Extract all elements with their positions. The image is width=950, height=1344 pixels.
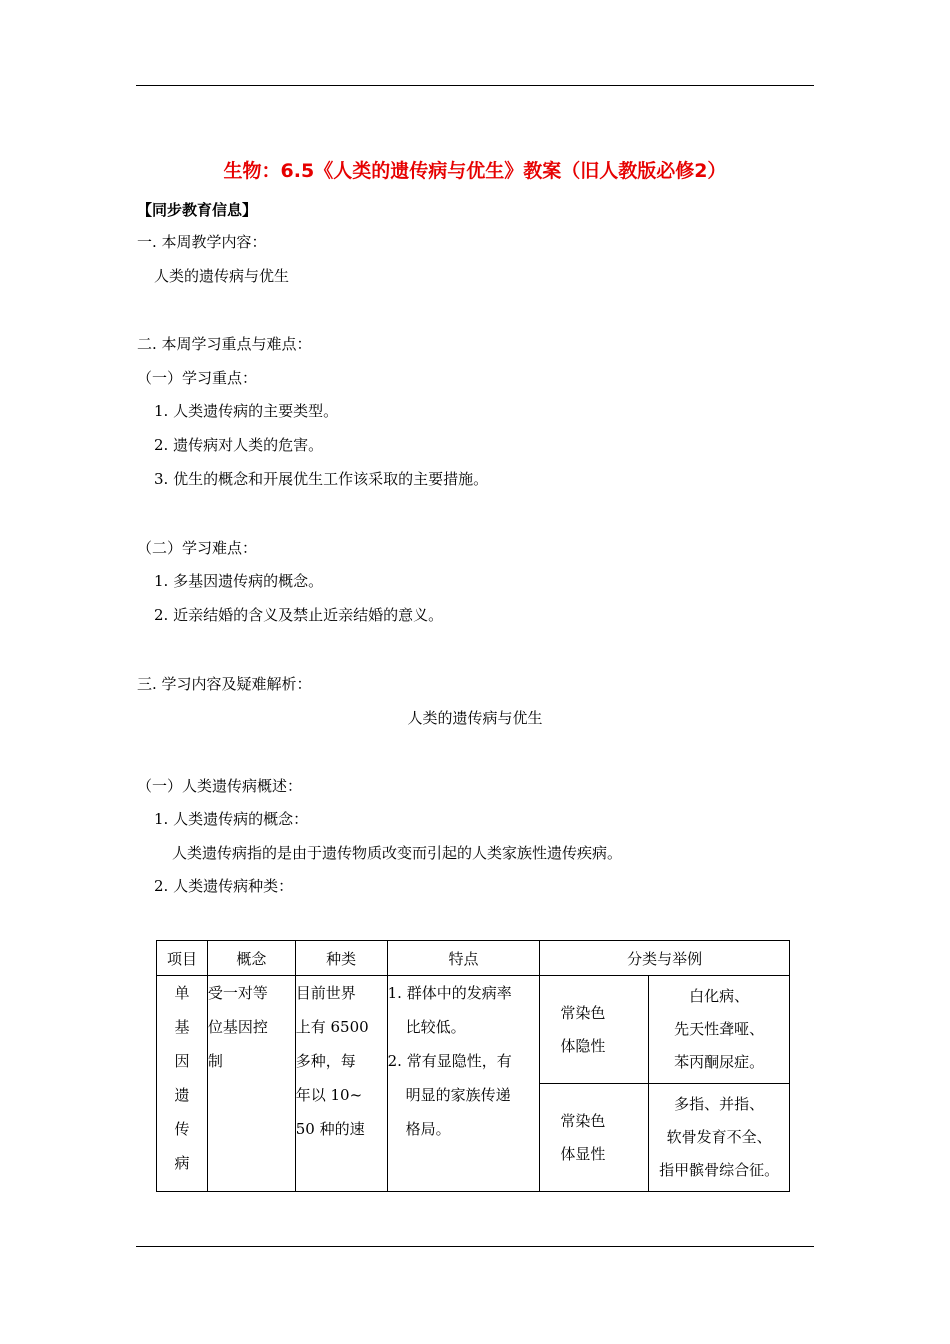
overview-heading: （一）人类遗传病概述： — [137, 777, 303, 795]
focus-heading: （一）学习重点： — [137, 369, 258, 387]
class-name: 常染色 体显性 — [540, 1084, 649, 1192]
class-examples: 白化病、 先天性聋哑、 苯丙酮尿症。 — [649, 976, 789, 1084]
difficulty-item: 1. 多基因遗传病的概念。 — [154, 572, 324, 590]
concept-item: 1. 人类遗传病的概念： — [154, 810, 309, 828]
footer-rule — [136, 1246, 814, 1247]
concept-definition: 人类遗传病指的是由于遗传物质改变而引起的人类家族性遗传疾病。 — [172, 844, 623, 862]
disease-types-table — [156, 940, 790, 1192]
header-item: 项目 — [157, 941, 208, 976]
header-classification: 分类与举例 — [540, 941, 790, 976]
table-row — [540, 976, 789, 1084]
section-1-heading: 一. 本周教学内容： — [137, 233, 267, 251]
focus-item: 2. 遗传病对人类的危害。 — [154, 436, 324, 454]
document-title: 生物：6.5《人类的遗传病与优生》教案（旧人教版必修2） — [223, 160, 727, 182]
classification-cell — [540, 976, 790, 1192]
classification-subtable — [540, 976, 789, 1191]
class-examples: 多指、并指、 软骨发育不全、 指甲髌骨综合征。 — [659, 1095, 780, 1179]
header-rule — [136, 85, 814, 86]
section-3-center-title: 人类的遗传病与优生 — [407, 709, 543, 727]
section-1-content: 人类的遗传病与优生 — [154, 267, 290, 285]
table-row — [157, 976, 790, 1192]
header-features: 特点 — [387, 941, 540, 976]
difficulty-heading: （二）学习难点： — [137, 539, 258, 557]
section-3-heading: 三. 学习内容及疑难解析： — [137, 675, 312, 693]
focus-item: 3. 优生的概念和开展优生工作该采取的主要措施。 — [154, 470, 489, 488]
header-types: 种类 — [295, 941, 387, 976]
table-row — [540, 1084, 789, 1192]
difficulty-item: 2. 近亲结婚的含义及禁止近亲结婚的意义。 — [154, 606, 444, 624]
table-header-row — [157, 941, 790, 976]
focus-item: 1. 人类遗传病的主要类型。 — [154, 402, 339, 420]
types-item: 2. 人类遗传病种类： — [154, 877, 294, 895]
concept-cell: 受一对等 位基因控 制 — [207, 976, 295, 1192]
header-concept: 概念 — [207, 941, 295, 976]
types-cell: 目前世界 上有 6500 多种，每 年以 10~ 50 种的速 — [295, 976, 387, 1192]
class-name: 常染色 体隐性 — [540, 976, 649, 1084]
item-cell: 单 基 因 遗 传 病 — [157, 976, 208, 1192]
features-cell: 1. 群体中的发病率 比较低。 2. 常有显隐性，有 明显的家族传递 格局。 — [387, 976, 540, 1192]
section-tag: 【同步教育信息】 — [137, 201, 258, 219]
section-2-heading: 二. 本周学习重点与难点： — [137, 335, 312, 353]
